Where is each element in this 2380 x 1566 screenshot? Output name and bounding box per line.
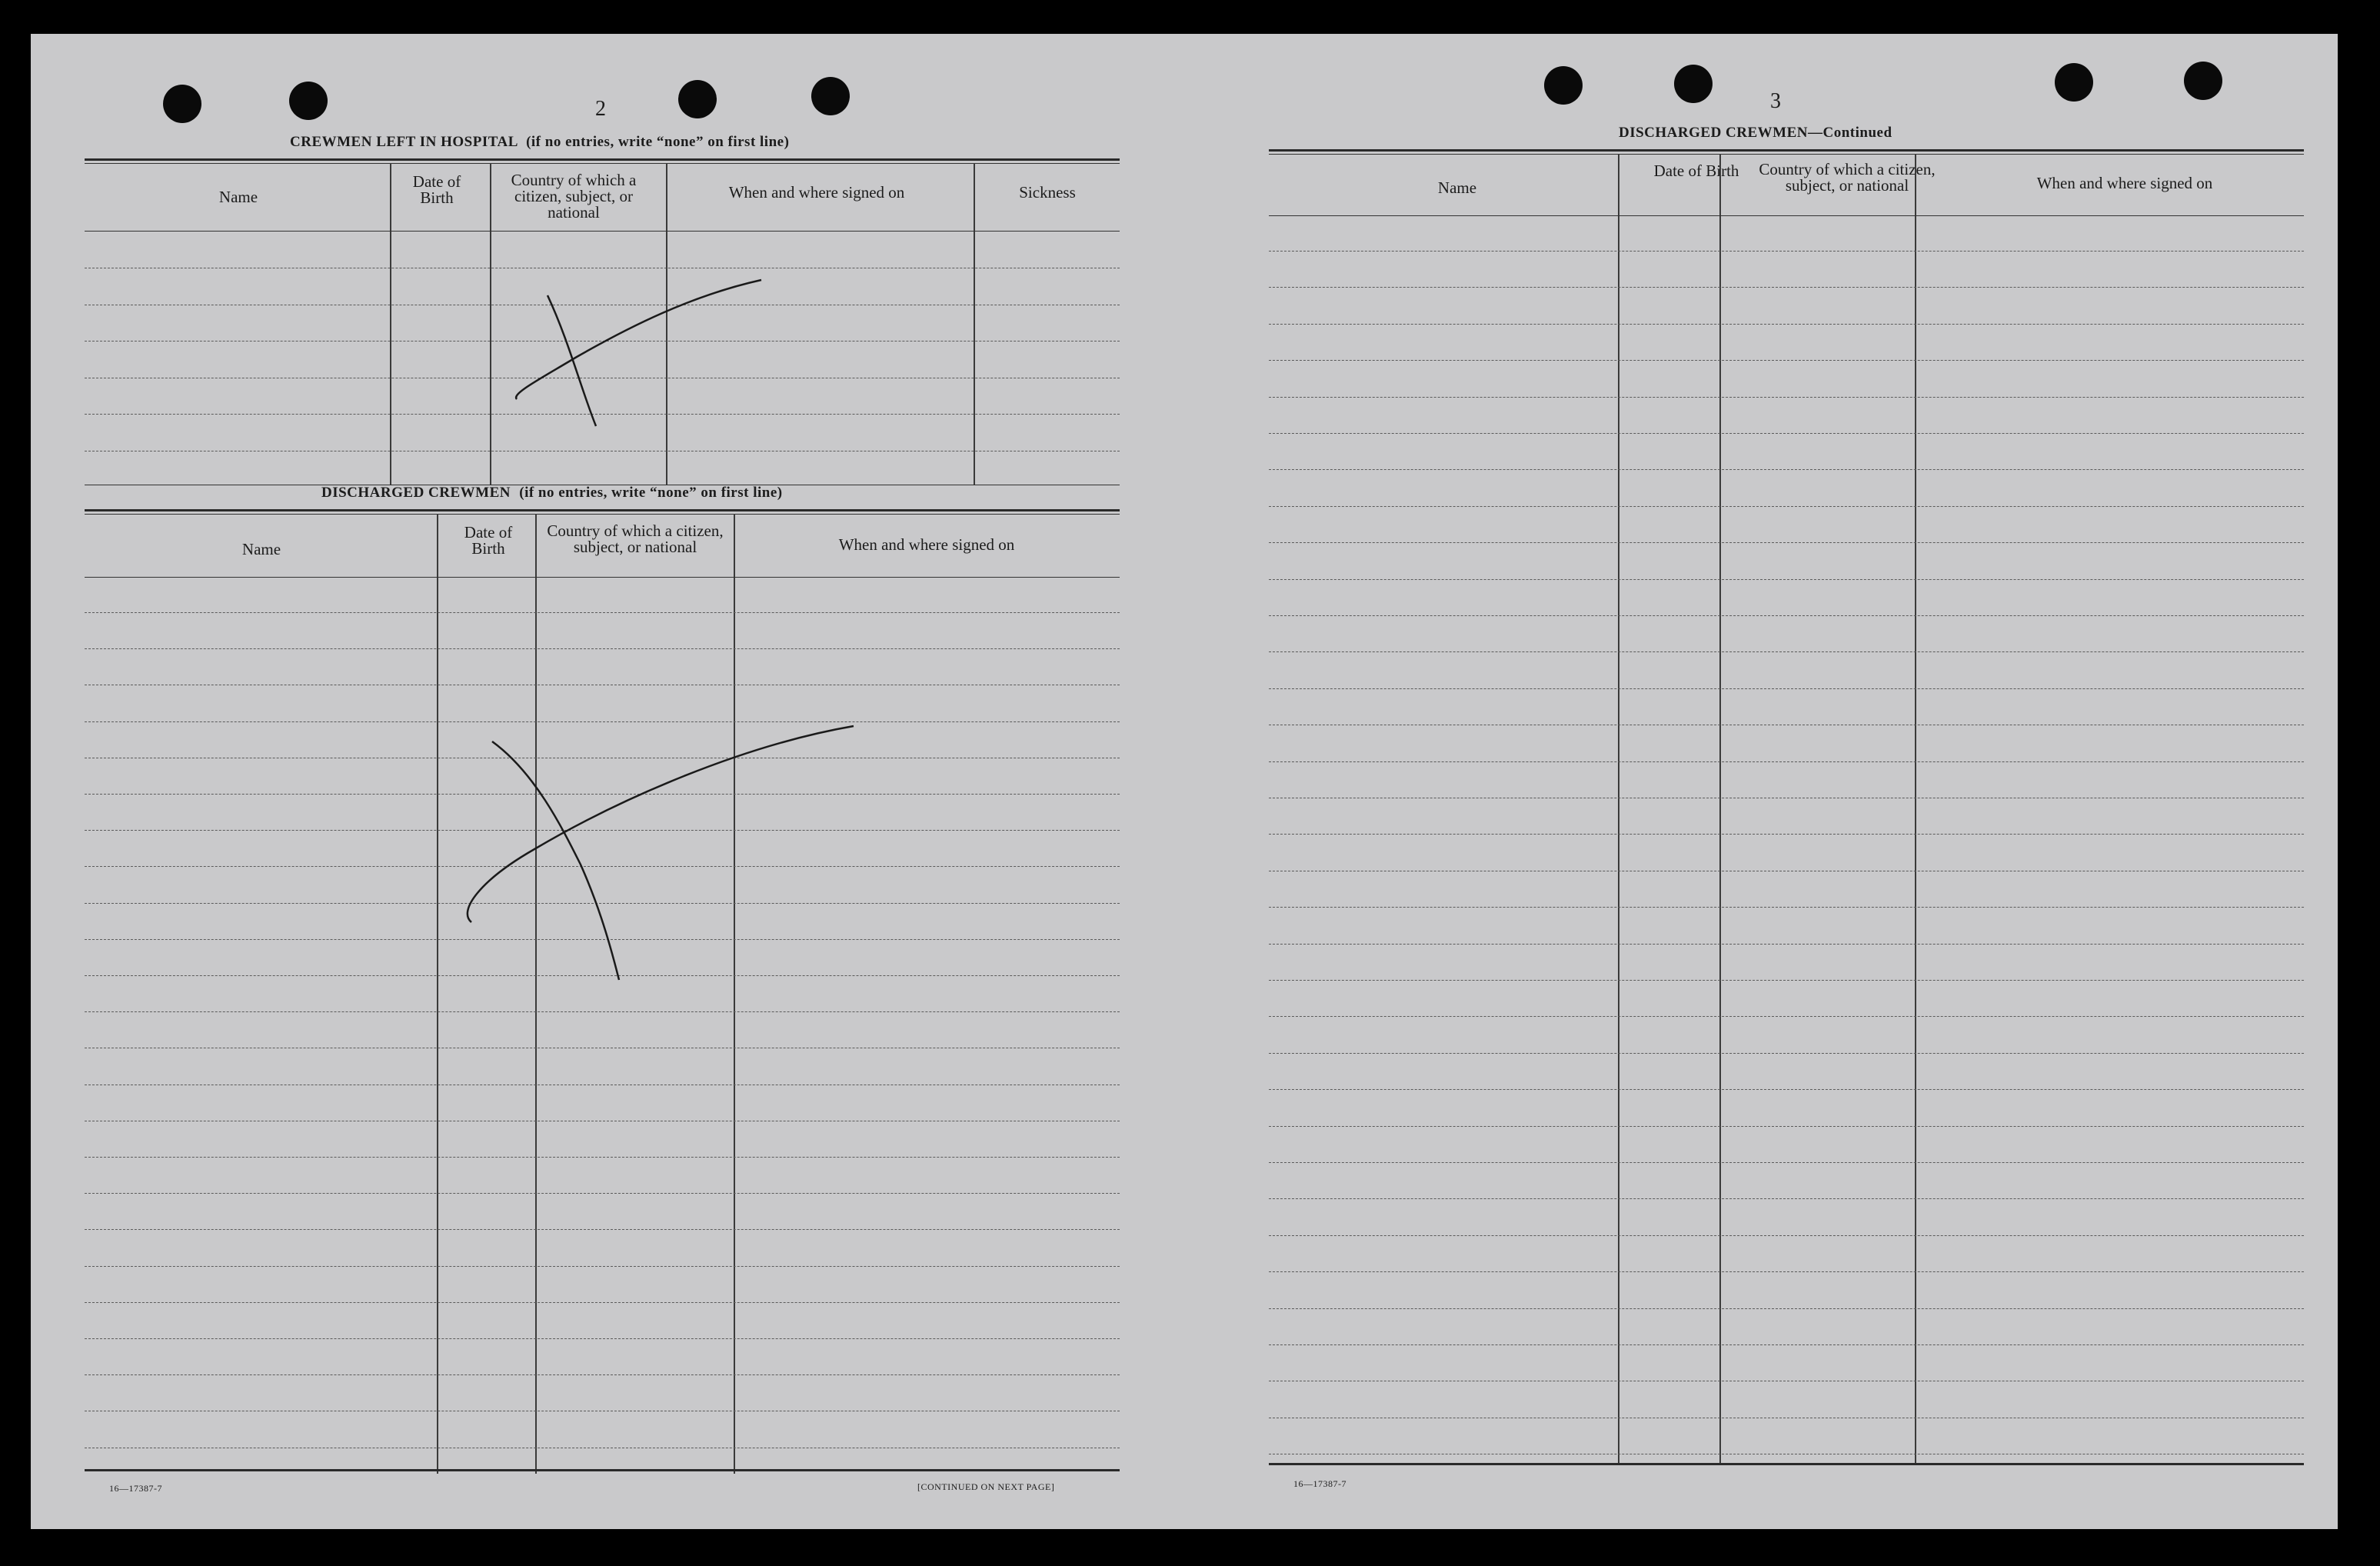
column-header-signed-on: When and where signed on	[728, 183, 905, 202]
table-row-line	[85, 1229, 1120, 1230]
punch-hole	[1544, 66, 1583, 105]
column-divider	[437, 514, 438, 1474]
table-row-line	[1269, 1126, 2304, 1127]
column-divider	[390, 163, 391, 485]
column-divider	[1915, 154, 1916, 1464]
section-instruction: (if no entries, write “none” on first line)	[519, 485, 783, 501]
table-row-line	[1269, 1053, 2304, 1054]
table-top-rule	[85, 509, 1120, 511]
page-number: 2	[595, 97, 606, 121]
table-top-rule	[85, 158, 1120, 161]
column-header-country: Country of which a citizen, subject, or national	[547, 521, 724, 556]
table-row-line	[1269, 1235, 2304, 1236]
table-row-line	[85, 648, 1120, 649]
table-row-line	[1269, 1162, 2304, 1163]
page-number: 3	[1770, 89, 1781, 113]
table-row-line	[1269, 579, 2304, 580]
table-row-line	[1269, 761, 2304, 762]
table-row-line	[1269, 980, 2304, 981]
column-divider	[974, 163, 975, 485]
table-row-line	[85, 1193, 1120, 1194]
column-header-name: Name	[218, 188, 258, 206]
table-bottom-rule	[85, 1469, 1120, 1471]
table-bottom-rule	[1269, 1463, 2304, 1465]
document-spread	[31, 34, 2338, 1529]
column-divider	[1719, 154, 1721, 1464]
table-row-line	[1269, 433, 2304, 434]
header-bottom-rule	[1269, 215, 2304, 216]
punch-hole	[163, 85, 201, 123]
column-header-date-of-birth: Date of Birth	[412, 172, 461, 207]
table-row-line	[1269, 324, 2304, 325]
table-row-line	[85, 1266, 1120, 1267]
header-bottom-rule	[85, 577, 1120, 578]
table-row-line	[1269, 834, 2304, 835]
column-header-signed-on: When and where signed on	[2036, 174, 2213, 192]
table-top-rule	[85, 163, 1120, 164]
table-row-line	[1269, 688, 2304, 689]
discharged-section-title	[321, 485, 783, 501]
table-row-line	[1269, 1198, 2304, 1199]
table-row-line	[1269, 651, 2304, 652]
header-bottom-rule	[85, 231, 1120, 232]
continued-note: [CONTINUED ON NEXT PAGE]	[917, 1481, 1055, 1492]
table-row-line	[1269, 506, 2304, 507]
table-row-line	[85, 1338, 1120, 1339]
table-row-line	[1269, 542, 2304, 543]
table-row-line	[1269, 397, 2304, 398]
column-header-country: Country of which a citizen, subject, or national	[511, 171, 637, 222]
column-header-country: Country of which a citizen, subject, or national	[1759, 160, 1936, 195]
hospital-section-title	[290, 134, 789, 151]
column-header-date-of-birth: Date of Birth	[1653, 162, 1739, 180]
table-row-line	[85, 612, 1120, 613]
table-top-rule	[1269, 149, 2304, 152]
table-row-line	[85, 1011, 1120, 1012]
table-top-rule	[85, 514, 1120, 515]
cross-out-mark	[508, 265, 769, 441]
punch-hole	[2184, 62, 2222, 100]
table-row-line	[1269, 907, 2304, 908]
punch-hole	[289, 82, 328, 120]
column-header-date-of-birth: Date of Birth	[464, 523, 513, 558]
table-row-line	[85, 1374, 1120, 1375]
punch-hole	[1674, 65, 1713, 103]
section-title-text: DISCHARGED CREWMEN	[321, 485, 511, 501]
section-instruction: (if no entries, write “none” on first line)	[526, 134, 790, 150]
form-number: 16—17387-7	[109, 1483, 162, 1494]
table-row-line	[85, 1157, 1120, 1158]
column-header-name: Name	[1437, 178, 1477, 197]
column-header-signed-on: When and where signed on	[838, 535, 1015, 554]
table-row-line	[1269, 1271, 2304, 1272]
table-row-line	[1269, 1344, 2304, 1345]
table-row-line	[1269, 1308, 2304, 1309]
table-row-line	[85, 1302, 1120, 1303]
punch-hole	[811, 77, 850, 115]
table-row-line	[1269, 287, 2304, 288]
section-title-text: CREWMEN LEFT IN HOSPITAL	[290, 134, 518, 150]
table-row-line	[1269, 360, 2304, 361]
punch-hole	[2055, 63, 2093, 102]
table-row-line	[1269, 251, 2304, 252]
form-number: 16—17387-7	[1293, 1478, 1346, 1489]
column-header-sickness: Sickness	[1019, 183, 1076, 202]
punch-hole	[678, 80, 717, 118]
column-header-name: Name	[241, 540, 281, 558]
table-row-line	[1269, 1016, 2304, 1017]
column-divider	[490, 163, 491, 485]
discharged-continued-title: DISCHARGED CREWMEN—Continued	[1619, 125, 1892, 141]
cross-out-mark	[450, 688, 857, 995]
table-row-line	[1269, 615, 2304, 616]
table-row-line	[1269, 469, 2304, 470]
table-top-rule	[1269, 154, 2304, 155]
table-row-line	[1269, 1089, 2304, 1090]
table-row-line	[1269, 944, 2304, 945]
column-divider	[1618, 154, 1619, 1464]
